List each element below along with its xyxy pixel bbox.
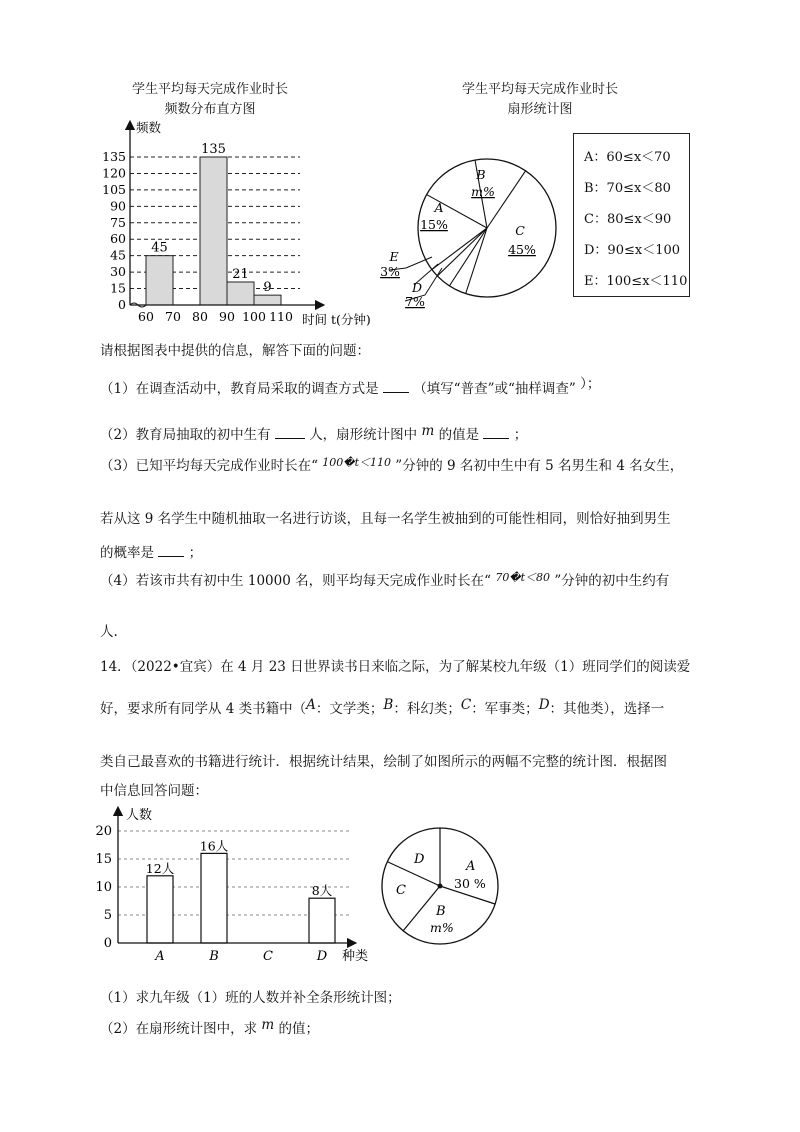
bar-y-tick-label: 20 xyxy=(95,824,112,839)
hist-x-tick-label: 90 xyxy=(219,309,235,324)
pie2-center xyxy=(438,884,443,889)
q3-text-b: ”分钟的 9 名初中生中有 5 名男生和 4 名女生， xyxy=(395,458,684,474)
pie1-slice-letter: C xyxy=(515,223,525,238)
hist-y-tick-label: 15 xyxy=(110,280,126,296)
q3-line3-a: 的概率是 xyxy=(100,545,154,561)
legend-item-c: C：80≤x＜90 xyxy=(584,212,672,227)
hist-y-tick-label: 90 xyxy=(110,198,126,214)
bar-y-ticks xyxy=(95,824,112,951)
p14-letter-d: D xyxy=(538,697,550,713)
bar-category-label: B xyxy=(209,949,219,964)
bar-y-tick-label: 5 xyxy=(103,908,112,923)
bar-value-label: 8人 xyxy=(311,883,333,899)
subquestion-1: （1）求九年级（1）班的人数并补全条形统计图； xyxy=(100,990,401,1006)
q2-text-c: 的值是 xyxy=(438,427,480,443)
pie1-slice-value: 7% xyxy=(405,294,425,309)
hist-y-tick-label: 75 xyxy=(110,214,126,230)
hist-x-tick-label: 110 xyxy=(269,309,293,324)
pie1-title-line2: 扇形统计图 xyxy=(507,102,573,117)
pie-chart-2 xyxy=(380,818,510,953)
pie1-slice-letter: A xyxy=(434,200,444,215)
problem-14-line3: 类自己最喜欢的书籍进行统计．根据统计结果，绘制了如图所示的两幅不完整的统计图．根据图 xyxy=(100,754,667,770)
q1-text-c: ）； xyxy=(580,376,601,392)
legend-item-a: A：60≤x＜70 xyxy=(584,150,671,165)
hist-x-tick-label: 100 xyxy=(242,309,266,324)
p14-letter-c: C xyxy=(460,697,472,713)
pie1-slice-letter: B xyxy=(476,167,486,182)
hist-y-tick-label: 135 xyxy=(102,149,126,164)
q4-text-b: ”分钟的初中生约有 xyxy=(554,573,670,589)
q3-math: 100�t＜110 xyxy=(322,456,391,469)
pie-chart-1 xyxy=(370,140,570,315)
bar-value-label: 16人 xyxy=(199,838,229,854)
pie1-slice-value: 3% xyxy=(380,264,400,279)
bar-value-label: 12人 xyxy=(145,860,175,876)
question-2 xyxy=(100,424,527,445)
q2-text-d: ； xyxy=(513,427,528,443)
p14-line2-d: ：军事类； xyxy=(471,701,539,717)
q3-text-a: （3）已知平均每天完成作业时长在“ xyxy=(100,458,318,474)
hist-ylabel: 频数 xyxy=(136,120,162,135)
bar-bars xyxy=(146,838,335,943)
question-4 xyxy=(100,571,669,592)
q3-line3-b: ； xyxy=(188,545,203,561)
problem-14-line4: 中信息回答问题： xyxy=(100,783,208,799)
bar-rect xyxy=(309,898,335,943)
question-3 xyxy=(100,456,683,477)
hist-bar-label: 21 xyxy=(232,266,249,282)
subquestion-2 xyxy=(100,1019,319,1039)
q2-text-b: 人，扇形统计图中 xyxy=(309,427,418,443)
hist-x-tick-label: 80 xyxy=(192,309,208,324)
q3-line2: 若从这 9 名学生中随机抽取一名进行访谈，且每一名学生被抽到的可能性相同，则恰好抽到男生 xyxy=(100,511,671,527)
problem-14-line2 xyxy=(100,699,664,719)
pie1-legend xyxy=(573,133,690,297)
pie1-title-line1: 学生平均每天完成作业时长 xyxy=(461,82,618,97)
bar-category-label: A xyxy=(155,949,165,964)
pie2-label-a: A xyxy=(466,859,476,874)
bar-ylabel: 人数 xyxy=(126,808,153,823)
q2-math-m: m xyxy=(421,423,435,439)
hist-bar-label: 9 xyxy=(263,280,272,296)
hist-y-ticks xyxy=(102,149,126,312)
bar-category-label: C xyxy=(263,949,273,964)
pie1-slice-value: m% xyxy=(471,184,495,199)
legend-item-b: B：70≤x＜80 xyxy=(584,181,671,196)
hist-x-tick-label: 60 xyxy=(138,309,154,324)
pie2-label-d: D xyxy=(414,852,425,867)
histogram-chart xyxy=(90,115,390,330)
pie2-label-b-value: m% xyxy=(430,920,454,935)
p14-line2-b: ：文学类； xyxy=(315,701,384,717)
hist-bar-label: 135 xyxy=(201,142,226,157)
p14-letter-a: A xyxy=(306,697,316,713)
bar-category-label: D xyxy=(316,949,328,964)
pie1-slice-value: 45% xyxy=(508,242,536,257)
hist-bar xyxy=(254,295,281,305)
bar-y-tick-label: 10 xyxy=(95,880,112,895)
bar-rect xyxy=(147,876,173,943)
hist-bar xyxy=(146,256,173,305)
sub2-text-b: 的值； xyxy=(278,1021,319,1037)
pie2-label-c: C xyxy=(396,883,406,898)
q2-count-blank xyxy=(275,424,305,439)
p14-line2-e: ：其他类），选择一 xyxy=(549,701,665,717)
sub2-text-a: （2）在扇形统计图中，求 xyxy=(100,1021,258,1037)
q4-text-a: （4）若该市共有初中生 10000 名，则平均每天完成作业时长在“ xyxy=(100,573,492,589)
bar-y-tick-label: 0 xyxy=(103,936,112,951)
hist-y-tick-label: 105 xyxy=(102,181,126,197)
problem-14-line1: 14．（2022•宜宾）在 4 月 23 日世界读书日来临之际，为了解某校九年级（1）班同学们的阅读爱 xyxy=(100,659,691,675)
hist-y-tick-label: 45 xyxy=(110,247,126,263)
p14-line2-a: 好，要求所有同学从 4 类书籍中（ xyxy=(100,701,307,717)
hist-bars xyxy=(146,142,281,305)
q4-line2: 人. xyxy=(100,624,118,640)
question-1 xyxy=(100,378,600,399)
p14-line2-c: ：科幻类； xyxy=(393,701,461,717)
bar-rect xyxy=(201,853,227,943)
q1-text-a: （1）在调查活动中，教育局采取的调查方式是 xyxy=(100,381,379,397)
hist-bar xyxy=(200,157,227,305)
bar-xlabel: 种类 xyxy=(342,949,369,964)
bar-y-tick-label: 15 xyxy=(95,852,112,867)
hist-y-tick-label: 120 xyxy=(102,165,126,181)
hist-title-line1: 学生平均每天完成作业时长 xyxy=(131,82,288,97)
q2-text-a: （2）教育局抽取的初中生有 xyxy=(100,427,271,443)
hist-x-ticks xyxy=(138,309,293,324)
pie2-label-a-value: 30 % xyxy=(454,876,486,891)
q3-probability-blank xyxy=(158,542,184,557)
pie1-slice-letter: E xyxy=(389,249,399,264)
bar-x-ticks xyxy=(154,949,327,964)
pie1-slice-value: 15% xyxy=(420,217,448,232)
bar-chart xyxy=(90,803,380,968)
hist-y-tick-label: 30 xyxy=(110,264,126,280)
intro-text: 请根据图表中提供的信息，解答下面的问题： xyxy=(100,343,370,359)
hist-x-tick-label: 70 xyxy=(165,309,181,324)
sub2-math-m: m xyxy=(261,1017,275,1033)
q3-line3 xyxy=(100,542,202,563)
pie2-label-b: B xyxy=(436,904,446,919)
q4-math: 70�t＜80 xyxy=(495,571,551,584)
legend-item-d: D：90≤x＜100 xyxy=(584,243,681,258)
hist-y-tick-label: 0 xyxy=(118,297,126,312)
hist-bar xyxy=(227,282,254,305)
legend-item-e: E：100≤x＜110 xyxy=(584,274,688,289)
p14-letter-b: B xyxy=(383,697,394,713)
hist-xlabel: 时间 t(分钟) xyxy=(302,312,371,327)
q1-text-b: （填写“普查”或“抽样调查” xyxy=(413,381,576,397)
hist-y-tick-label: 60 xyxy=(110,231,126,247)
hist-bar-label: 45 xyxy=(151,240,168,256)
hist-title-line2: 频数分布直方图 xyxy=(164,102,256,117)
q1-answer-blank xyxy=(383,378,409,393)
q2-m-blank xyxy=(483,424,509,439)
pie1-slice-letter: D xyxy=(411,280,423,295)
